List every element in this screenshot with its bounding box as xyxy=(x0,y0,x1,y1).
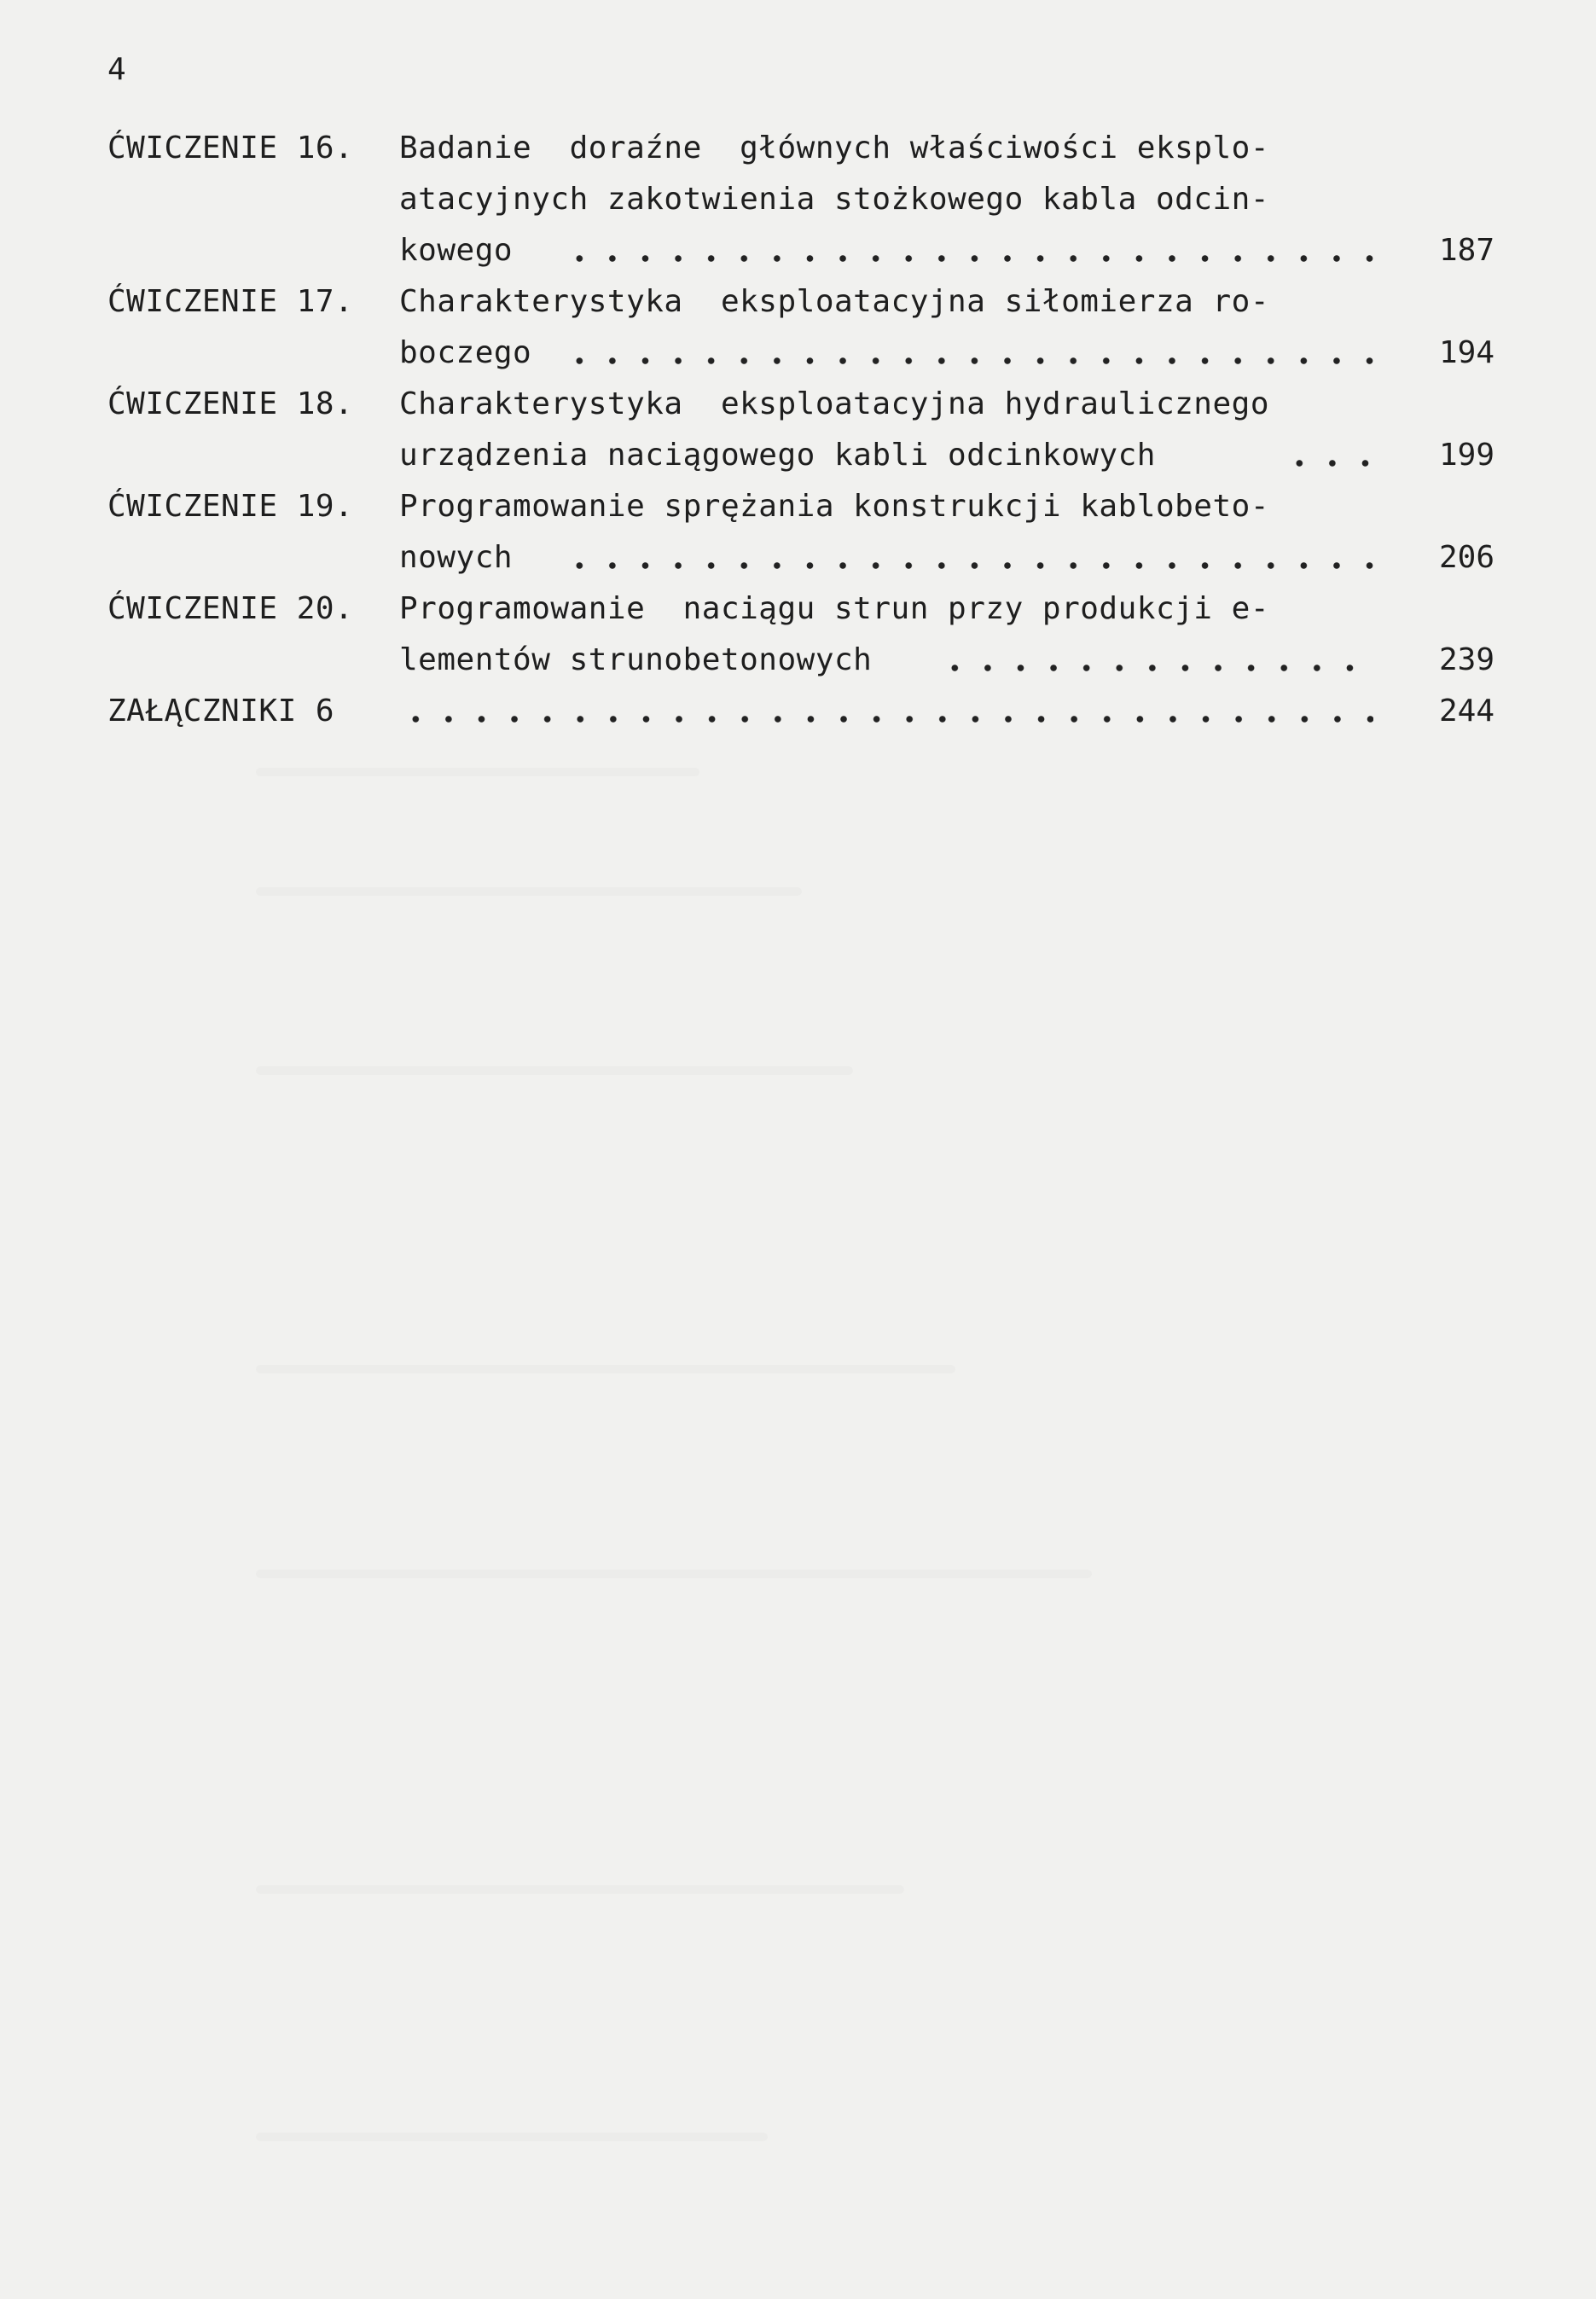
toc-entry-title-line: Charakterystyka eksploatacyjna siłomierza ro- xyxy=(399,284,1269,319)
toc-page-ref: 244 xyxy=(1438,694,1494,729)
toc-entry-title-line: Programowanie naciągu strun przy produkcji e- xyxy=(399,591,1269,626)
show-through-mark xyxy=(256,2133,768,2141)
show-through-mark xyxy=(256,1570,1092,1578)
dot-leader xyxy=(563,254,1373,263)
dot-leader xyxy=(1283,459,1373,467)
toc-entry-title-line: kowego xyxy=(399,233,514,268)
toc-entry-title-line: Badanie doraźne głównych właściwości eksplo- xyxy=(399,131,1269,165)
show-through-mark xyxy=(256,1066,853,1075)
toc-entry-title-line: nowych xyxy=(399,540,514,575)
dot-leader xyxy=(938,664,1373,672)
dot-leader xyxy=(399,715,1373,723)
toc-entry-title-line: lementów strunobetonowych xyxy=(399,642,873,677)
show-through-mark xyxy=(256,1365,955,1373)
toc-entry-label: ĆWICZENIE 19. xyxy=(107,489,354,524)
toc-page-ref: 194 xyxy=(1438,335,1494,370)
toc-entry-label: ĆWICZENIE 16. xyxy=(107,131,354,165)
toc-entry-title-line: urządzenia naciągowego kabli odcinkowych xyxy=(399,438,1156,473)
toc-entry-title-line: Programowanie sprężania konstrukcji kablobeto- xyxy=(399,489,1269,524)
show-through-mark xyxy=(256,887,802,896)
toc-entry-label: ĆWICZENIE 20. xyxy=(107,591,354,626)
toc-page-ref: 239 xyxy=(1438,642,1494,677)
toc-entry-label: ĆWICZENIE 17. xyxy=(107,284,354,319)
dot-leader xyxy=(563,357,1373,365)
toc-entry-title-line: Charakterystyka eksploatacyjna hydraulicznego xyxy=(399,386,1269,421)
toc-page-ref: 199 xyxy=(1438,438,1494,473)
toc-page-ref: 206 xyxy=(1438,540,1494,575)
show-through-mark xyxy=(256,1885,904,1894)
toc-appendix-label: ZAŁĄCZNIKI 6 xyxy=(107,694,335,729)
toc-page-ref: 187 xyxy=(1438,233,1494,268)
toc-entry-title-line: atacyjnych zakotwienia stożkowego kabla odcin- xyxy=(399,182,1269,217)
page-number: 4 xyxy=(107,52,126,87)
toc-entry-title-line: boczego xyxy=(399,335,532,370)
dot-leader xyxy=(563,561,1373,570)
show-through-mark xyxy=(256,768,699,776)
toc-entry-label: ĆWICZENIE 18. xyxy=(107,386,354,421)
